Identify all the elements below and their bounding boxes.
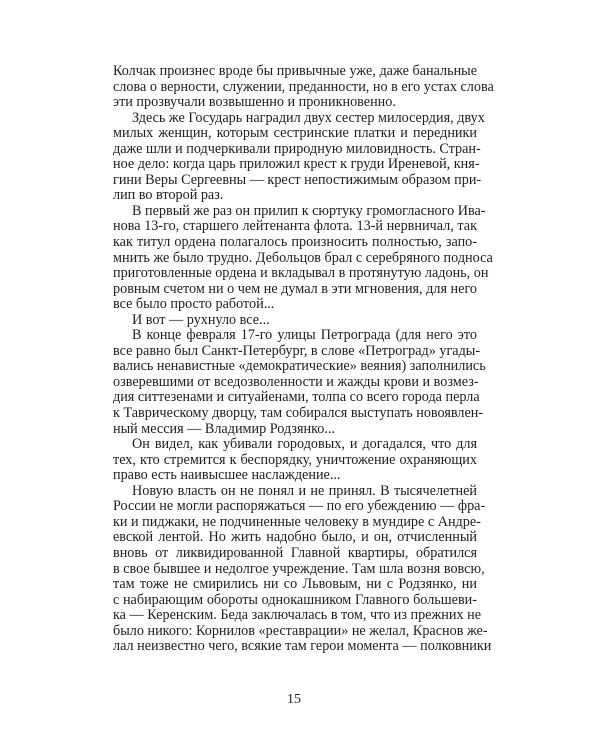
text-line: ки и пиджаки, не подчиненные человеку в мундире с Андре- [113,513,481,530]
text-line: нова 13-го, старшего лейтенанта флота. 13-й нервничал, так [113,218,477,235]
text-line: Здесь же Государь наградил двух сестер милосердия, двух [132,109,485,126]
text-line: в свое бывшее и недолгое учреждение. Там шла возня вовсю, [113,560,485,577]
text-line: Новую власть он не понял и не принял. В тысячелетней [132,482,477,499]
paragraph [113,327,486,437]
text-line: Колчак произнес вроде бы привычные уже, даже банальные [113,63,477,79]
text-line: приготовленные ордена и вкладывал в протянутую ладонь, он [113,265,489,282]
text-line: мнить же было трудно. Дебольцов брал с серебряного подноса [113,249,493,266]
text-line: милых женщин, которым сестринские платки и передники [113,125,477,142]
text-line: даже шли и подчеркивали природную миловидность. Стран- [113,140,481,157]
text-line: право есть наивысшее наслаждение... [113,467,341,484]
body-text [113,63,494,655]
paragraph [113,313,477,329]
text-line: дия ситтезенами и ситуайенами, толпа со всего города перла [113,389,480,406]
text-line: тех, кто стремится к беспорядку, уничтожение охраняющих [113,451,477,468]
text-line: там тоже не смирились ни со Львовым, ни с Родзянко, ни [113,576,477,593]
text-line: было никого: Корнилов «реставрации» не желал, Краснов же- [113,622,488,639]
text-line: ка — Керенским. Беда заключалась в том, что из прежних не [113,607,482,624]
text-line: эти прозвучали возвышенно и проникновенно. [113,94,396,111]
text-line: В первый же раз он прилип к сюртуку громогласного Ива- [132,202,486,219]
paragraph [113,109,485,204]
text-line: как титул ордена полагалось произносить полностью, запо- [113,234,477,251]
paragraph [113,63,494,111]
text-line: ный мессия — Владимир Родзянко... [113,420,335,437]
text-line: ное дело: когда царь приложил крест к груди Иреневой, кня- [113,156,480,173]
text-line: лип во второй раз. [113,187,224,204]
text-line: И вот — рухнуло все... [132,311,270,328]
text-line: гини Веры Сергеевны — крест непостижимым образом при- [113,171,482,188]
paragraph [113,482,492,655]
text-line: лал неизвестно чего, всякие там герои момента — полковники [113,638,492,655]
text-line: озверевшими от вседозволенности и жажды крови и возмез- [113,373,479,390]
text-line: с набирающим обороты однокашником Главного большеви- [113,591,477,608]
text-line: все было просто работой... [113,296,275,313]
text-line: Он видел, как убивали городовых, и догадался, что для [132,436,477,453]
text-line: евской лентой. Но жить надобно было, и он, отчисленный [113,529,477,546]
text-line: ровным счетом ни о чем не думал в эти мгновения, для него [113,280,477,297]
paragraph [113,437,477,484]
paragraph [113,202,493,313]
text-line: России не могли распоряжаться — по его убеждению — фра- [113,498,486,515]
text-line: вались ненавистные «демократические» веяния) заполнились [113,358,486,375]
text-line: к Таврическому дворцу, там собирался выступать новоявлен- [113,405,484,422]
page-number: 15 [287,692,301,707]
text-line: В конце февраля 17-го улицы Петрограда (для него это [132,327,477,344]
text-line: слова о верности, служении, преданности, но в его устах слова [113,78,494,95]
text-line: вновь от ликвидированной Главной квартиры, обратился [113,544,477,561]
text-line: все равно был Санкт-Петербург, в слове «Петроград» угады- [113,342,481,359]
